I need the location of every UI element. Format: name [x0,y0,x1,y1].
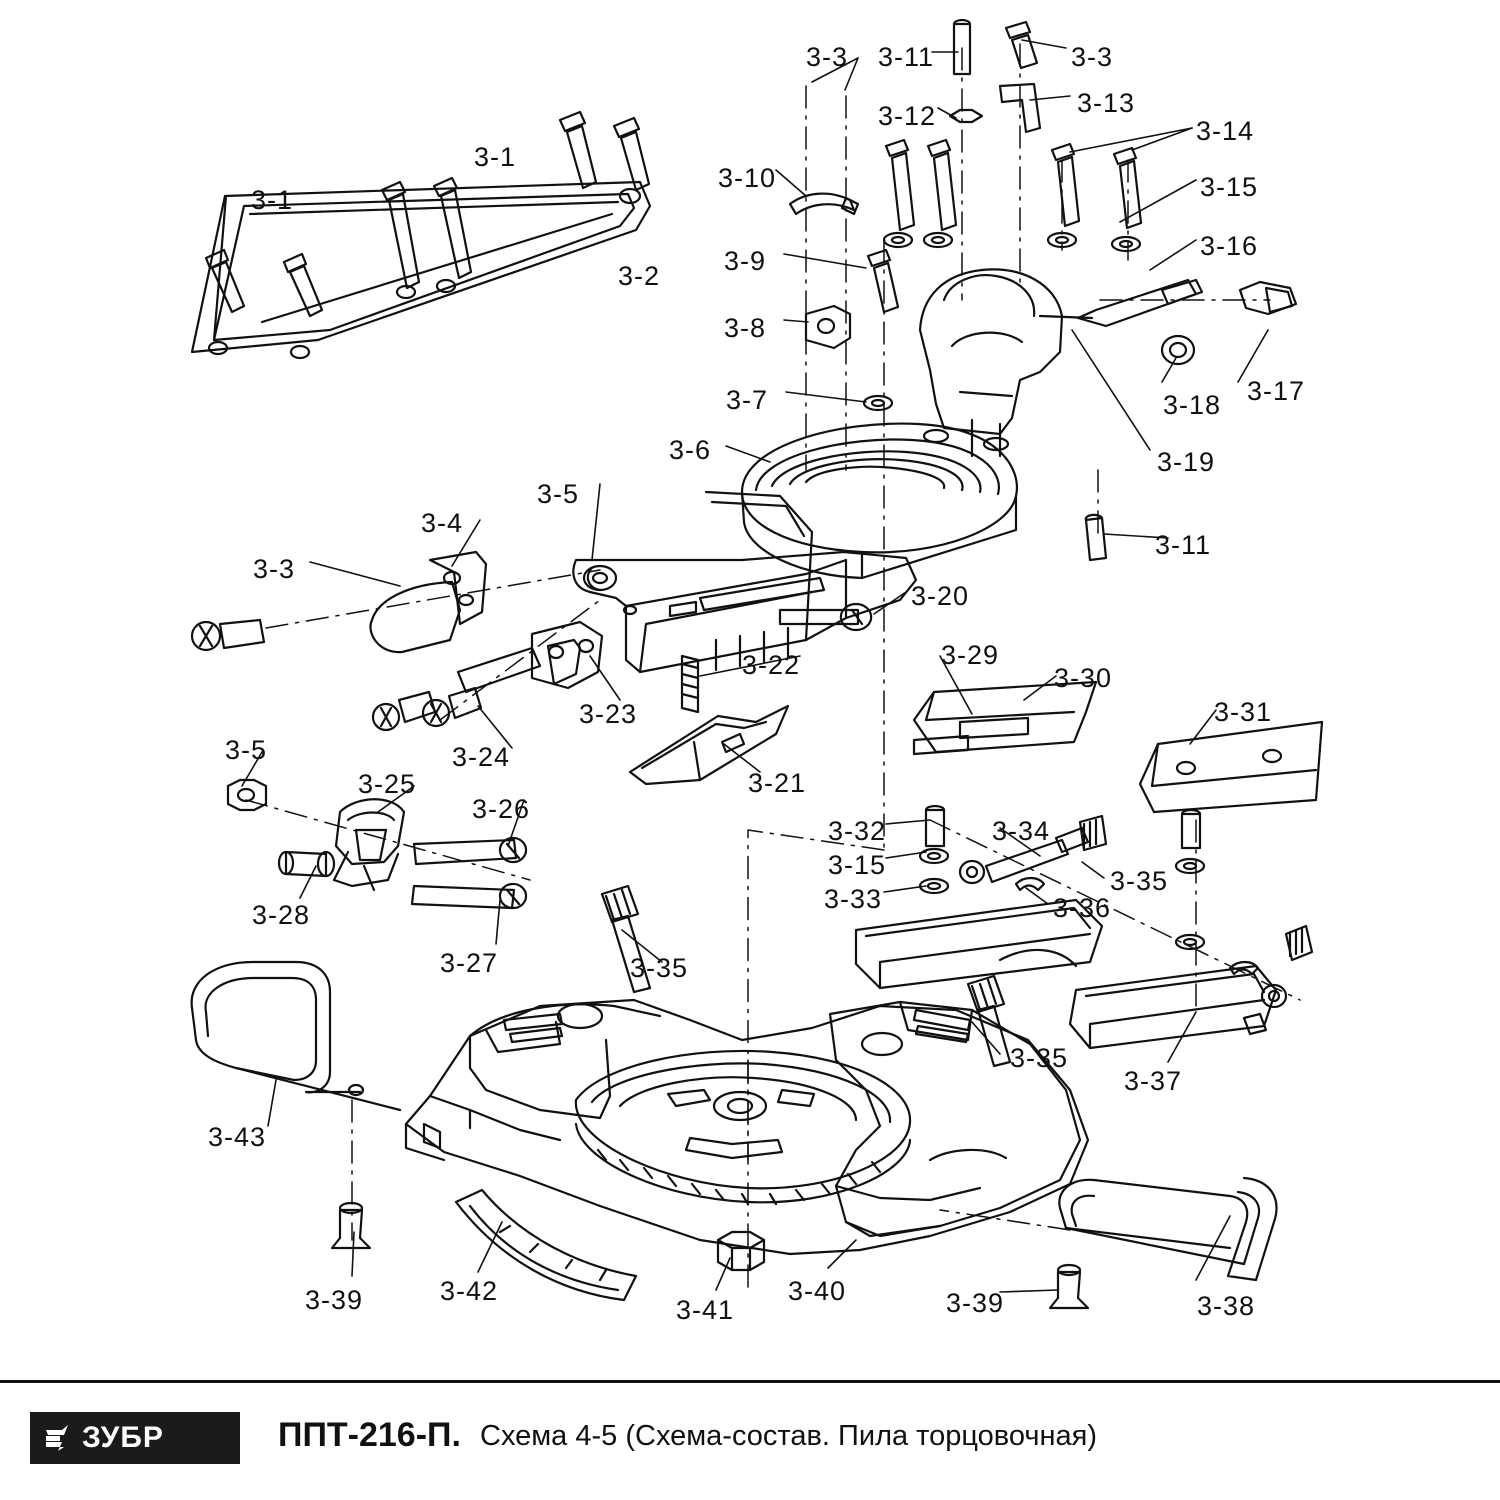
callout-3-39: 3-39 [946,1288,1005,1318]
callout-3-7: 3-7 [726,385,769,415]
callout-3-22: 3-22 [742,650,801,680]
callout-3-27: 3-27 [440,948,499,978]
callout-3-3: 3-3 [253,554,296,584]
callout-3-36: 3-36 [1053,893,1112,923]
callout-3-6: 3-6 [669,435,712,465]
callout-3-35: 3-35 [1110,866,1169,896]
callout-3-39: 3-39 [305,1285,364,1315]
callout-3-2: 3-2 [618,261,661,291]
callout-3-31: 3-31 [1214,697,1273,727]
callout-3-12: 3-12 [878,101,937,131]
callout-3-29: 3-29 [941,640,1000,670]
callout-3-15: 3-15 [1200,172,1259,202]
callout-3-5: 3-5 [537,479,580,509]
callout-3-28: 3-28 [252,900,311,930]
callout-3-11: 3-11 [1155,530,1212,560]
brand-logo [30,1412,240,1464]
callout-3-15: 3-15 [828,850,887,880]
callout-3-42: 3-42 [440,1276,499,1306]
footer-bar [0,1380,1500,1500]
scheme-subtitle: Схема 4-5 (Схема-состав. Пила торцовочная) [480,1420,1097,1452]
callout-3-8: 3-8 [724,313,767,343]
callout-3-20: 3-20 [911,581,970,611]
model-code: ППТ-216-П. [278,1416,461,1454]
callout-3-5: 3-5 [225,735,268,765]
callout-3-24: 3-24 [452,742,511,772]
callout-3-30: 3-30 [1054,663,1113,693]
callout-3-9: 3-9 [724,246,767,276]
callout-3-13: 3-13 [1077,88,1136,118]
callout-3-3: 3-3 [1071,42,1114,72]
callout-3-19: 3-19 [1157,447,1216,477]
callout-3-14: 3-14 [1196,116,1255,146]
callout-3-21: 3-21 [748,768,807,798]
callout-3-37: 3-37 [1124,1066,1183,1096]
callout-3-32: 3-32 [828,816,887,846]
callout-3-40: 3-40 [788,1276,847,1306]
footer-divider [0,1380,1500,1383]
callout-3-35: 3-35 [1010,1043,1069,1073]
callout-3-26: 3-26 [472,794,531,824]
callout-3-18: 3-18 [1163,390,1222,420]
callout-3-23: 3-23 [579,699,638,729]
callout-3-3: 3-3 [806,42,849,72]
callout-3-35: 3-35 [630,953,689,983]
callout-3-34: 3-34 [992,816,1051,846]
callout-3-1: 3-1 [474,142,517,172]
callout-3-41: 3-41 [676,1295,735,1325]
callout-3-43: 3-43 [208,1122,267,1152]
brand-name: ЗУБР [82,1421,164,1454]
callout-3-4: 3-4 [421,508,464,538]
callout-3-38: 3-38 [1197,1291,1256,1321]
callout-3-1: 3-1 [251,185,294,215]
callout-3-10: 3-10 [718,163,777,193]
callout-3-11: 3-11 [878,42,935,72]
callout-3-17: 3-17 [1247,376,1306,406]
arrow-logo-icon [42,1421,76,1455]
callout-3-16: 3-16 [1200,231,1259,261]
callout-3-33: 3-33 [824,884,883,914]
callout-3-25: 3-25 [358,769,417,799]
